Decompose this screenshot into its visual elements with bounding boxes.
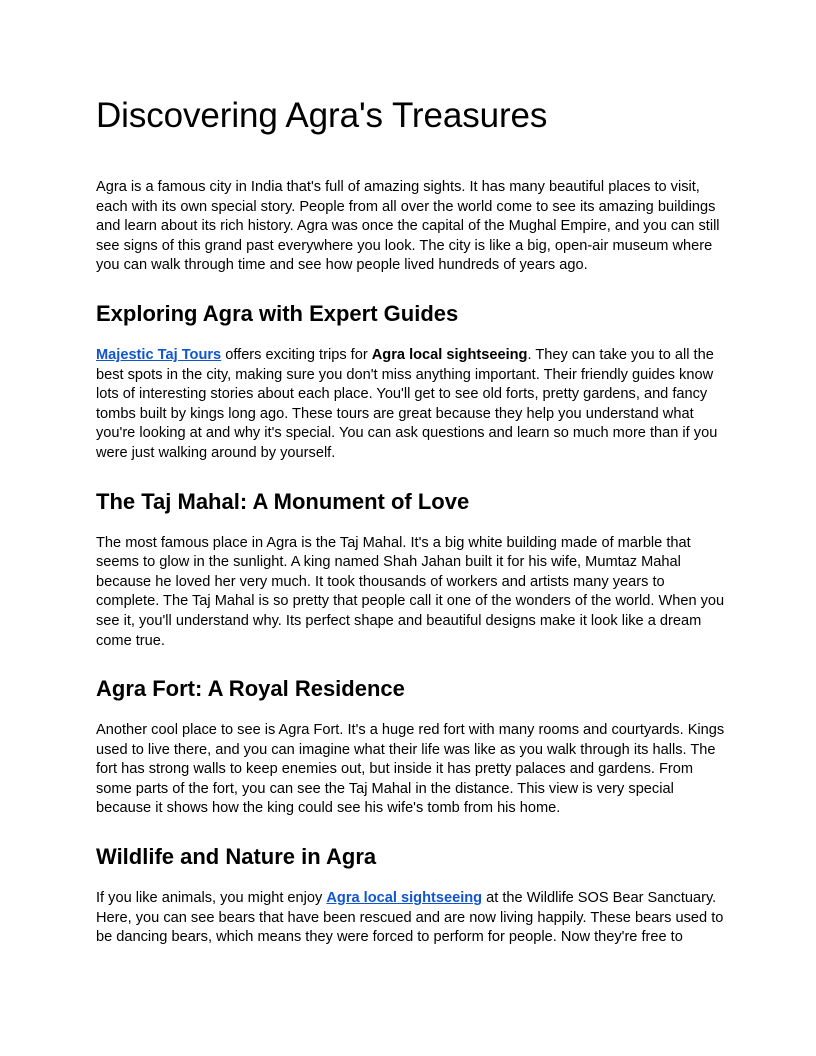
fort-paragraph: Another cool place to see is Agra Fort. It's a huge red fort with many rooms and courtyards. Kings used to live there, and you can imagine what their life was like as you walk through its halls. The fort has strong walls to keep enemies out, but inside it has pretty palaces and gardens. From some parts of the fort, you can see the Taj Mahal in the distance. This view is very special because it shows how the king could see his wife's tomb from his home. — [96, 722, 725, 817]
heading-wildlife: Wildlife and Nature in Agra — [96, 844, 377, 870]
agra-local-sightseeing-bold: Agra local sightseeing — [371, 346, 528, 363]
intro-paragraph: Agra is a famous city in India that's full of amazing sights. It has many beautiful places to visit, each with its own special story. People from all over the world come to see its amazing buildings and learn about its rich history. Agra was once the capital of the Mughal Empire, and you can still see signs of this grand past everywhere you look. The city is like a big, open-air museum where you can walk through time and see how people lived hundreds of years ago. — [96, 179, 720, 274]
guides-text-a: offers exciting trips for — [221, 346, 372, 363]
document-page — [96, 92, 726, 971]
wildlife-text-a: If you like animals, you might enjoy — [96, 890, 327, 907]
wildlife-text-b: at the Wildlife SOS Bear Sanctuary. Here, you can see bears that have been rescued and are now living happily. These bears used to be dancing bears, which means they were forced to perform for people. Now they're free to — [96, 890, 724, 946]
guides-text-b: . They can take you to all the best spots in the city, making sure you don't miss anything important. Their friendly guides know lots of interesting stories about each place. You'll get to see old forts, pretty gardens, and fancy tombs built by kings long ago. These tours are great because they help you understand what you're looking at and why it's special. You can ask questions and learn so much more than if you were just walking around by yourself. — [96, 346, 718, 461]
agra-local-sightseeing-link[interactable]: Agra local sightseeing — [326, 890, 483, 907]
wildlife-paragraph — [96, 889, 726, 948]
page-title: Discovering Agra's Treasures — [96, 96, 548, 135]
heading-expert-guides: Exploring Agra with Expert Guides — [96, 300, 459, 326]
heading-agra-fort: Agra Fort: A Royal Residence — [96, 676, 405, 702]
majestic-taj-tours-link[interactable]: Majestic Taj Tours — [96, 346, 222, 363]
heading-taj-mahal: The Taj Mahal: A Monument of Love — [96, 488, 470, 514]
guides-paragraph — [96, 346, 726, 464]
taj-paragraph: The most famous place in Agra is the Taj Mahal. It's a big white building made of marble that seems to glow in the sunlight. A king named Shah Jahan built it for his wife, Mumtaz Mahal because he loved her very much. It took thousands of workers and artists many years to complete. The Taj Mahal is so pretty that people call it one of the wonders of the world. When you see it, you'll understand why. Its perfect shape and beautiful designs make it look like a dream come true. — [96, 534, 725, 649]
